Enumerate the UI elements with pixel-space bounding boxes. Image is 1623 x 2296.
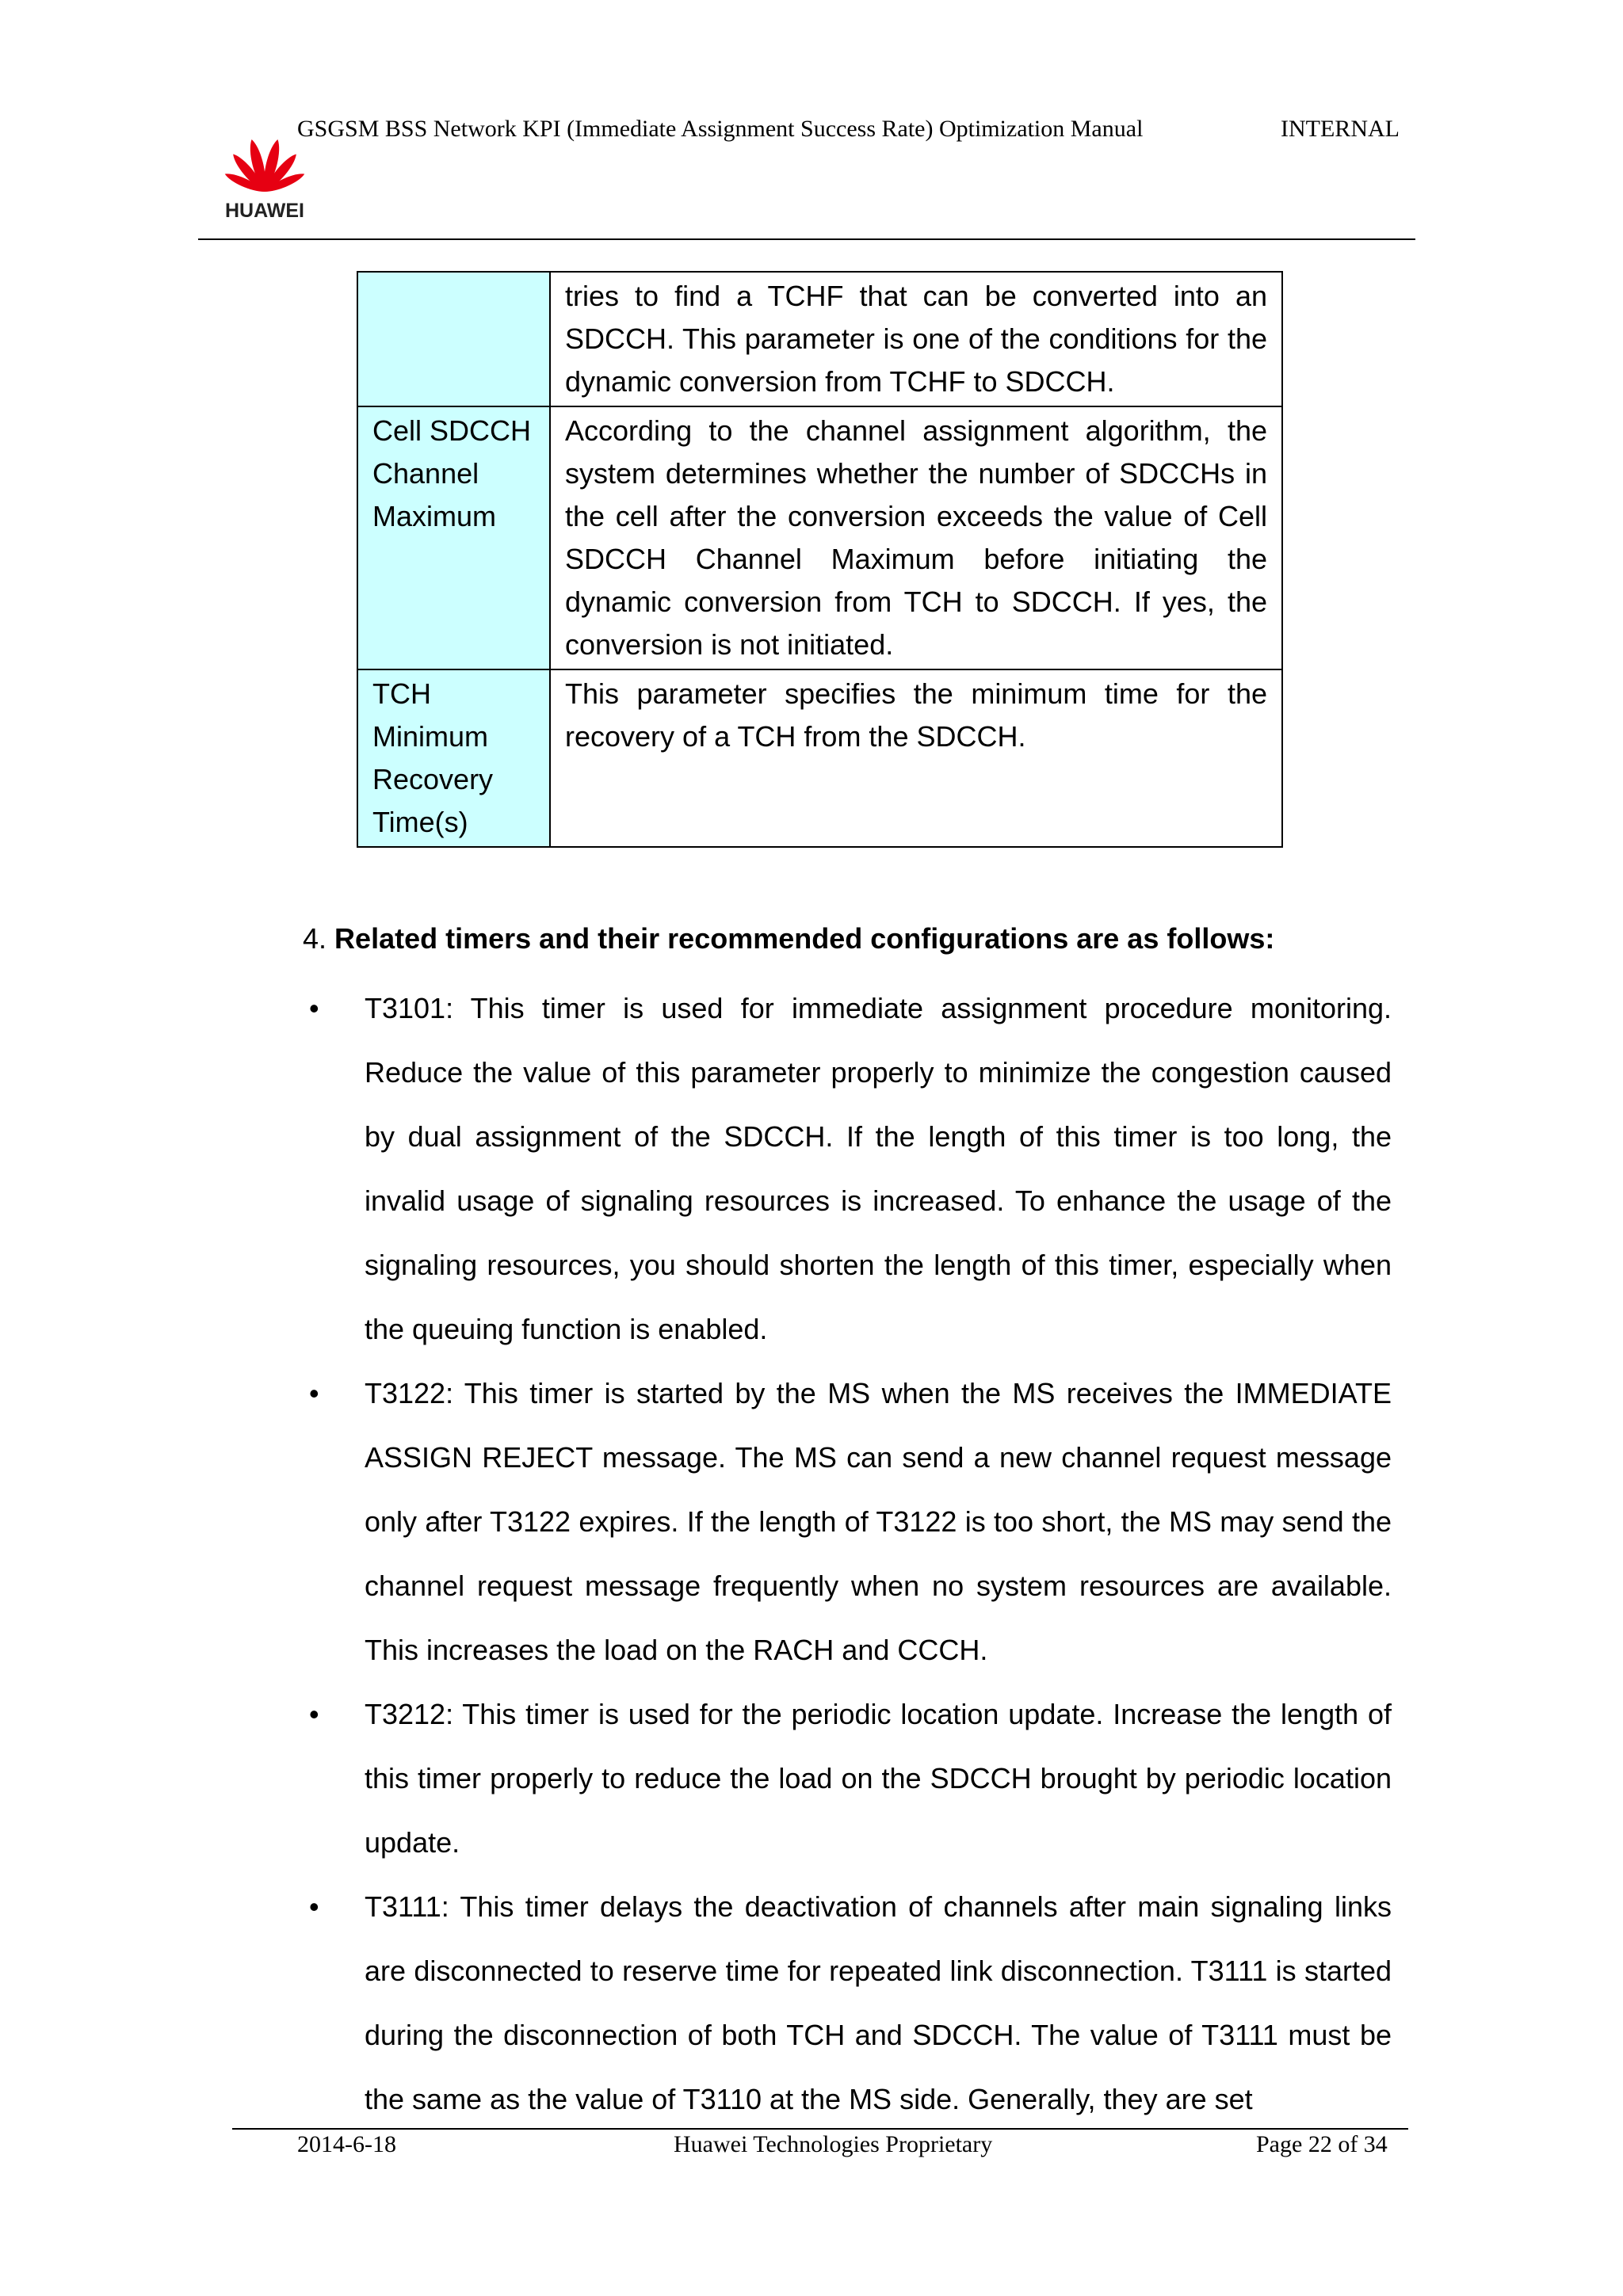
table-row xyxy=(357,669,1282,847)
list-item-text: T3212: This timer is used for the periodic location update. Increase the length of this timer properly to reduce the load on the SDCCH brought by periodic location update. xyxy=(365,1698,1392,1859)
table-row xyxy=(357,272,1282,406)
parameter-table xyxy=(357,271,1283,848)
header-divider xyxy=(198,238,1415,240)
list-item xyxy=(303,1361,1392,1682)
param-name-cell: TCH Minimum Recovery Time(s) xyxy=(357,669,550,847)
param-description-cell: According to the channel assignment algorithm, the system determines whether the number of SDCCHs in the cell after the conversion exceeds the value of Cell SDCCH Channel Maximum before initiating the dynamic conversion from TCH to SDCCH. If yes, the conversion is not initiated. xyxy=(550,406,1282,669)
bullet-symbol: • xyxy=(309,1890,319,1923)
footer-page-number: Page 22 of 34 xyxy=(1256,2131,1388,2157)
list-item-text: T3111: This timer delays the deactivation of channels after main signaling links are disconnected to reserve time for repeated link disconnection. T3111 is started during the disconnection of both TCH and SDCCH. The value of T3111 must be the same as the value of T3110 at the MS side. Generally, they are set xyxy=(365,1890,1392,2115)
footer-proprietary: Huawei Technologies Proprietary xyxy=(674,2131,993,2157)
table-row xyxy=(357,406,1282,669)
bullet-symbol: • xyxy=(309,1698,319,1730)
bullet-symbol: • xyxy=(309,1377,319,1409)
section-heading-text: Related timers and their recommended configurations are as follows: xyxy=(334,922,1275,955)
bullet-symbol: • xyxy=(309,992,319,1024)
param-description-cell: tries to find a TCHF that can be converted into an SDCCH. This parameter is one of the conditions for the dynamic conversion from TCHF to SDCCH. xyxy=(550,272,1282,406)
section-heading xyxy=(303,922,1274,955)
param-description-cell: This parameter specifies the minimum time for the recovery of a TCH from the SDCCH. xyxy=(550,669,1282,847)
section-number: 4. xyxy=(303,922,327,955)
footer-date: 2014-6-18 xyxy=(297,2131,396,2157)
list-item xyxy=(303,976,1392,1361)
footer-divider xyxy=(232,2128,1408,2130)
header-classification: INTERNAL xyxy=(1281,116,1400,142)
logo-wordmark: HUAWEI xyxy=(225,200,304,222)
param-name-cell: Cell SDCCH Channel Maximum xyxy=(357,406,550,669)
list-item-text: T3101: This timer is used for immediate assignment procedure monitoring. Reduce the value of this parameter properly to minimize the congestion caused by dual assignment of the SDCCH. If the length of this timer is too long, the invalid usage of signaling resources is increased. To enhance the usage of the signaling resources, you should shorten the length of this timer, especially when the queuing function is enabled. xyxy=(365,992,1392,1345)
timer-list xyxy=(303,976,1392,2131)
header-title: GSGSM BSS Network KPI (Immediate Assignment Success Rate) Optimization Manual xyxy=(297,116,1144,142)
list-item xyxy=(303,1875,1392,2131)
list-item-text: T3122: This timer is started by the MS when the MS receives the IMMEDIATE ASSIGN REJECT message. The MS can send a new channel request message only after T3122 expires. If the length of T3122 is too short, the MS may send the channel request message frequently when no system resources are available. This increases the load on the RACH and CCCH. xyxy=(365,1377,1392,1666)
list-item xyxy=(303,1682,1392,1875)
param-name-cell xyxy=(357,272,550,406)
